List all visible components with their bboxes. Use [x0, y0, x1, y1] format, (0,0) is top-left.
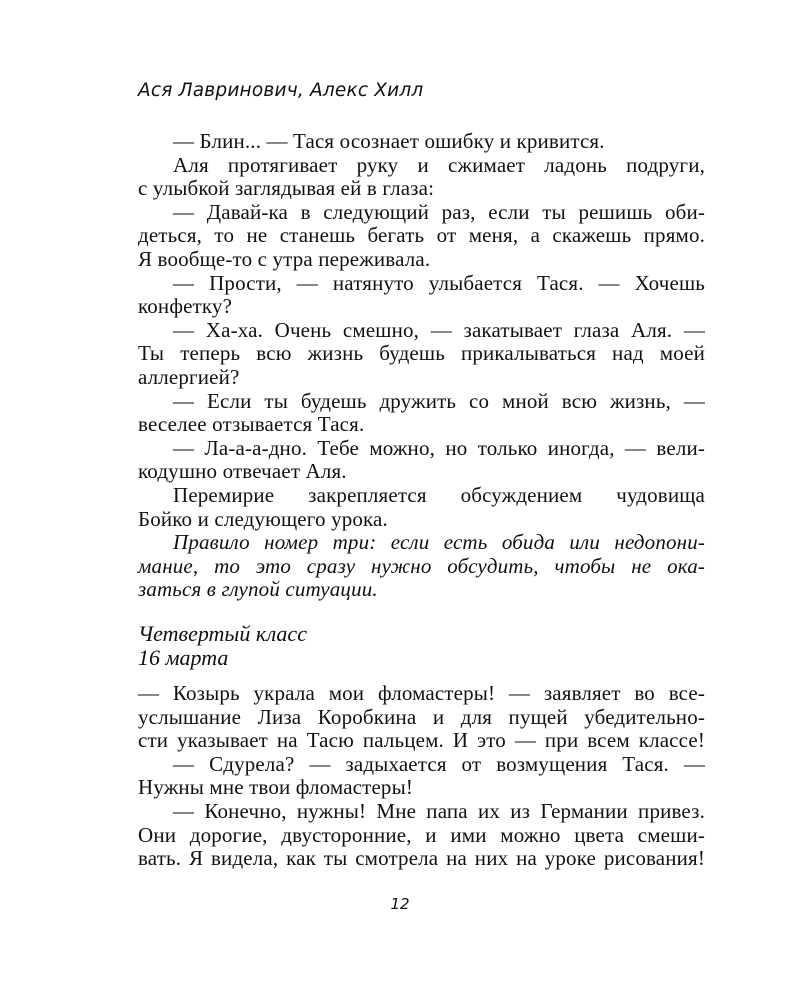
text-line: сти указывает на Тасю пальцем. И это — при всем классе!	[138, 728, 705, 753]
text-line: услышание Лиза Коробкина и для пущей убедительно-	[138, 704, 705, 729]
text-line: — Козырь украла мои фломастеры! — заявляет во все-	[138, 681, 705, 705]
text-line: Я вообще-то с утра переживала.	[138, 246, 431, 271]
rule-line: Правило номер три: если есть обида или недопони-	[173, 530, 705, 555]
text-line: Бойко и следующего урока.	[138, 506, 388, 531]
text-line: Ты теперь всю жизнь будешь прикалываться над моей	[138, 341, 705, 366]
text-block-2	[138, 682, 705, 871]
section-heading	[138, 622, 307, 670]
running-head: Ася Лавринович, Алекс Хилл	[138, 80, 424, 101]
text-line: конфетку?	[138, 294, 233, 319]
text-line: вать. Я видела, как ты смотрела на них на уроке рисования!	[138, 846, 705, 871]
section-heading-date: 16 марта	[138, 645, 229, 670]
rule-line: заться в глупой ситуации.	[138, 577, 378, 602]
rule-line: мание, то это сразу нужно обсудить, чтобы не ока-	[138, 553, 705, 578]
text-line: — Ла-а-а-дно. Тебе можно, но только иногда, — вели-	[173, 435, 705, 460]
text-line: аллергией?	[138, 364, 240, 389]
text-line: деться, то не станешь бегать от меня, а скажешь прямо.	[138, 223, 705, 248]
text-line: кодушно отвечает Аля.	[138, 459, 347, 484]
text-block-1	[138, 130, 705, 602]
text-line: — Блин... — Тася осознает ошибку и кривится.	[173, 129, 605, 153]
text-line: Перемирие закрепляется обсуждением чудовища	[173, 482, 705, 507]
text-line: — Прости, — натянуто улыбается Тася. — Хочешь	[173, 270, 705, 295]
text-line: — Конечно, нужны! Мне папа их из Германии привез.	[173, 798, 705, 823]
text-line: — Ха-ха. Очень смешно, — закатывает глаза Аля. —	[173, 317, 705, 342]
text-line: Аля протягивает руку и сжимает ладонь подруги,	[173, 152, 705, 177]
text-line: — Сдурела? — задыхается от возмущения Тася. —	[173, 751, 705, 776]
text-line: с улыбкой заглядывая ей в глаза:	[138, 176, 435, 201]
text-line: Они дорогие, двусторонние, и ими можно цвета смеши-	[138, 822, 705, 847]
page-number: 12	[390, 895, 410, 913]
section-heading-title: Четвертый класс	[138, 621, 307, 646]
text-line: веселее отзывается Тася.	[138, 412, 365, 437]
text-line: Нужны мне твои фломастеры!	[138, 775, 413, 800]
text-line: — Если ты будешь дружить со мной всю жизнь, —	[173, 388, 705, 413]
text-line: — Давай-ка в следующий раз, если ты решишь оби-	[173, 199, 705, 224]
